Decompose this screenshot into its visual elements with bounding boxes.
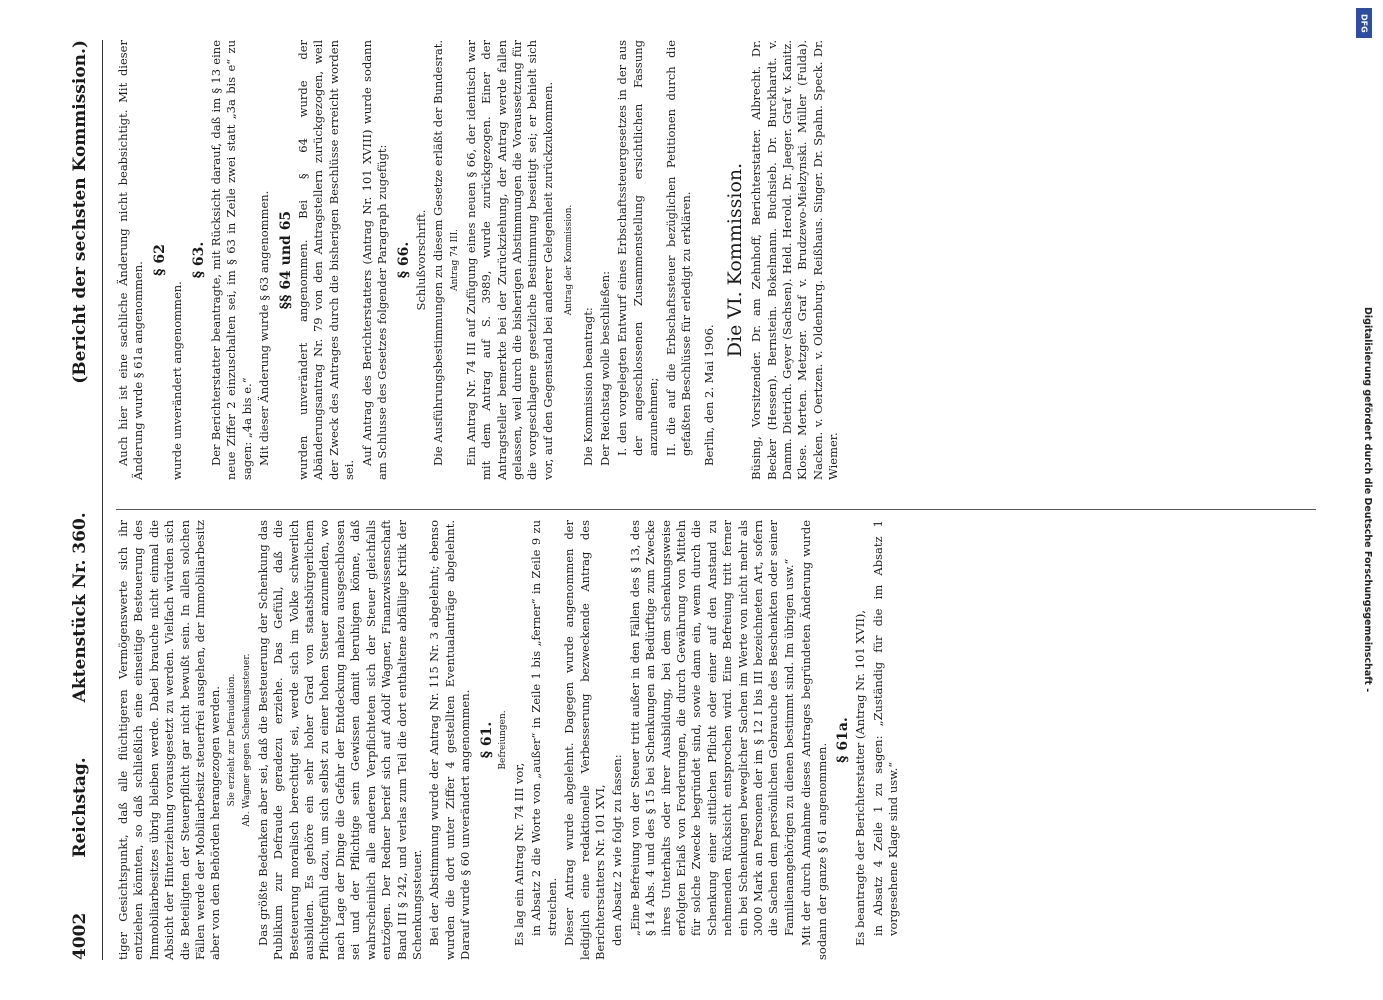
paragraph: Ein Antrag Nr. 74 III auf Zufügung eines neuen § 66, der identisch war mit dem Antrag auf S. 3989, wurde zurückgezogen. Einer der Antragsteller bemerkte bei der Zurückziehung, der Antrag werde fallen gelassen, weil durch die bisherigen Abstimmungen die Voraussetzung für die vorgeschlagene gesetzliche Bestimmung beseitigt sei; er behielt sich vor, auf den Gegenstand bei anderer Gelegenheit zurückzukommen. xyxy=(463,40,555,480)
section-heading: § 63. xyxy=(190,241,207,279)
running-head xyxy=(64,40,96,960)
section-heading: §§ 64 und 65 xyxy=(277,210,294,310)
page-number: 4002 xyxy=(70,912,90,960)
margin-note: Antrag der Kommission. xyxy=(564,204,575,316)
quoted-motion: in Absatz 4 Zeile 1 zu sagen: „Zuständig für die im Absatz 1 vorgesehene Klage sind usw.“ xyxy=(870,520,901,936)
quoted-motion: in Absatz 2 die Worte von „außer“ in Zeile 1 bis „ferner“ in Zeile 9 zu streichen. xyxy=(529,520,559,936)
section-heading: § 66. xyxy=(395,241,412,279)
resolution-item: I. den vorgelegten Entwurf eines Erbschaftssteuergesetzes in der aus der angeschlossenen Zusammenstellung ersichtlichen Fassung anzunehmen; xyxy=(615,40,661,456)
paragraph: Das größte Bedenken aber sei, daß die Besteuerung der Schenkung das Publikum zur Defraude geradezu erziehe. Das Gefühl, daß die Besteuerung moralisch berechtigt sei, werde sich im Volke schwerlich ausbilden. Es gehöre ein sehr hoher Grad von staatsbürgerlichem Pflichtgefühl dazu, um sich selbst zu einer hohen Steuer anzumelden, wo nach Lage der Dinge die Gefahr der Entdeckung nahezu ausgeschlossen sei und der Pflichtige sein Gewissen damit beruhigen könne, daß wahrscheinlich alle anderen Verpflichteten sich der Steuer gleichfalls entzögen. Der Redner berief sich auf Adolf Wagner, Finanzwissenschaft Band III § 242, und verlas zum Teil die dort enthaltene abfällige Kritik der Schenkungssteuer. xyxy=(255,520,424,960)
date-line: Berlin, den 2. Mai 1906. xyxy=(702,324,717,466)
header-title: Reichstag. xyxy=(70,757,90,858)
paragraph: Auf Antrag des Berichterstatters (Antrag Nr. 101 XVIII) wurde sodann am Schlusse des Gesetzes folgender Paragraph zugefügt: xyxy=(359,40,390,480)
margin-note: Sie erzieht zur Defraudation. xyxy=(226,673,237,807)
section-subtitle: Befreiungen. xyxy=(497,710,508,770)
paragraph: Auch hier ist eine sachliche Änderung nicht beabsichtigt. Mit dieser Änderung wurde § 61a angenommen. xyxy=(116,40,146,480)
paragraph: Mit der durch Annahme dieses Antrages begründeten Änderung wurde sodann der ganze § 61 angenommen. xyxy=(799,520,829,960)
paragraph: Die Ausführungsbestimmungen zu diesem Gesetze erläßt der Bundesrat. xyxy=(431,40,446,466)
paragraph: wurden unverändert angenommen. Bei § 64 wurde der Abänderungsantrag Nr. 79 von den Antragstellern zurückgezogen, weil der Zweck des Antrages durch die bisherigen Beschlüsse erreicht worden sei. xyxy=(296,40,357,480)
dfg-logo: DFG xyxy=(1356,8,1372,38)
section-heading: § 62 xyxy=(151,244,168,276)
right-column xyxy=(116,40,844,480)
paragraph: Der Berichterstatter beantragte, mit Rücksicht darauf, daß im § 13 eine neue Ziffer 2 einzuschalten sei, im § 63 in Zeile zwei statt „3a bis e“ zu sagen: „4a bis e.“ xyxy=(209,40,254,480)
paragraph: wurde unverändert angenommen. xyxy=(170,281,185,480)
resolution-item: II. die auf die Erbschaftssteuer bezüglichen Petitionen durch die gefaßten Beschlüsse für erledigt zu erklären. xyxy=(663,40,693,456)
paragraph: Bei der Abstimmung wurde der Antrag Nr. 115 Nr. 3 abgelehnt; ebenso wurden die dort unter Ziffer 4 gestellten Eventualanträge abgelehnt. Darauf wurde § 60 unverändert angenommen. xyxy=(427,520,473,960)
paragraph: tiger Gesichtspunkt, daß alle flüchtigeren Vermögenswerte sich ihr entziehen könnten, so daß schließlich eine einseitige Besteuerung des Immobiliarbesitzes übrig bleiben werde. Dabei brauche nicht einmal die Absicht der Hinterziehung vorausgesetzt zu werden. Vielfach würden sich die Beteiligten der Steuerpflicht gar nicht bewußt sein. In allen solchen Fällen werde der Mobiliarbesitz steuerfrei ausgehen, der Immobiliarbesitz aber von den Behörden herangezogen werden. xyxy=(116,520,223,960)
document-number: Aktenstück Nr. 360. xyxy=(70,512,90,703)
section-heading: § 61. xyxy=(478,721,495,759)
paragraph: den Absatz 2 wie folgt zu fassen: xyxy=(610,754,625,946)
paragraph: Die Kommission beantragt: xyxy=(580,307,595,466)
quoted-text: „Eine Befreiung von der Steuer tritt außer in den Fällen des § 13, des § 14 Abs. 4 und des § 15 bei Schenkungen an Bedürftige zum Zwecke ihres Unterhalts oder ihrer Ausbildung, bei dem schenkungsweise erfolgten Erlaß von Forderungen, die durch Gewährung von Mitteln für solche Zwecke begründet sind, sowie dann ein, wenn durch die Schenkung einer sittlichen Pflicht oder einer auf den Anstand zu nehmenden Rücksicht entsprochen wird. Eine Befreiung tritt ferner ein bei Schenkungen beweglicher Sachen im Werte von nicht mehr als 3000 Mark an Personen der im § 12 I bis III bezeichneten Art, sofern die Sachen dem persönlichen Gebrauche des Beschenkten oder seiner Familienangehörigen zu dienen bestimmt sind. Im übrigen usw.“ xyxy=(627,520,796,936)
section-heading: § 61a. xyxy=(835,717,852,763)
report-title: (Bericht der sechsten Kommission.) xyxy=(70,40,90,384)
section-subtitle: Schlußvorschrift. xyxy=(413,209,428,311)
margin-note: Antrag 74 III. xyxy=(449,228,460,292)
header-divider xyxy=(102,40,103,960)
paragraph: Der Reichstag wolle beschließen: xyxy=(597,271,612,466)
column-rule xyxy=(116,509,1316,510)
left-column xyxy=(116,520,904,960)
margin-note: Ab. Wagner gegen Schenkungssteuer. xyxy=(241,653,252,827)
paragraph: Es beantragte der Berichterstatter (Antrag Nr. 101 XVII), xyxy=(853,609,868,946)
rotated-page xyxy=(58,0,1348,1000)
paragraph: Mit dieser Änderung wurde § 63 angenommen. xyxy=(257,190,272,466)
member-list: Büsing, Vorsitzender. Dr. am Zehnhoff, Berichterstatter. Albrecht. Dr. Becker (Hessen). Bernstein. Bokelmann. Buchsieb. Dr. Burckhardt. v. Damm. Dietrich. Geyer (Sachsen). Held. Herold. Dr. Jaeger. Graf v. Kanitz. Klose. Merten. Metzger. Graf v. Brudzewo-Mielzynski. Müller (Fulda). Nacken. v. Oertzen. v. Oldenburg. Reißhaus. Singer. Dr. Spahn. Speck. Dr. Wiemer. xyxy=(749,40,841,480)
digitization-note: Digitalisierung gefördert durch die Deutsche Forschungsgemeinschaft - xyxy=(1362,307,1373,693)
paragraph: Es lag ein Antrag Nr. 74 III vor, xyxy=(511,762,526,946)
paragraph: Dieser Antrag wurde abgelehnt. Dagegen wurde angenommen der lediglich eine redaktionelle Verbesserung bezweckende Antrag des Berichterstatters Nr. 101 XVI, xyxy=(562,520,607,960)
commission-title: Die VI. Kommission. xyxy=(723,162,746,358)
